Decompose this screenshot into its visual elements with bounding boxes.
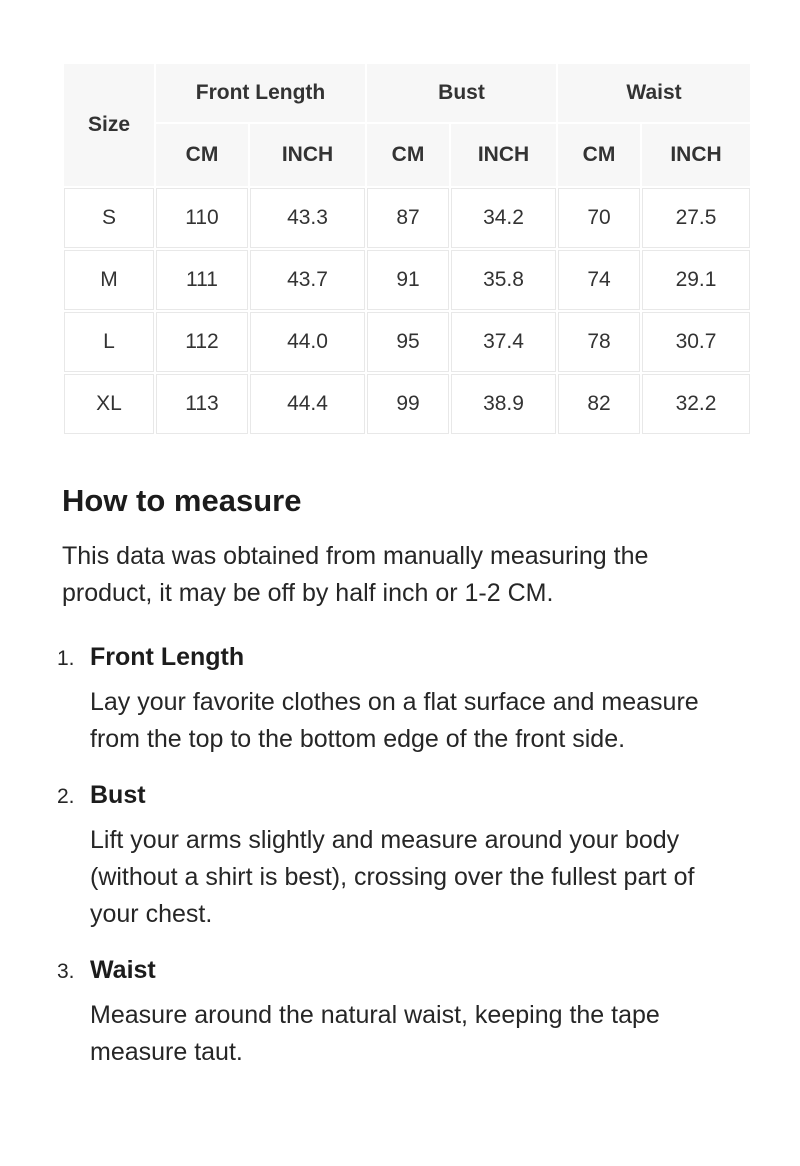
table-cell: 43.3 [250, 188, 365, 248]
list-item-description: Measure around the natural waist, keeping the tape measure taut. [90, 1001, 660, 1066]
size-chart-table [62, 62, 752, 436]
table-cell: 34.2 [451, 188, 556, 248]
table-row [64, 312, 750, 372]
table-header-unit-inch: INCH [451, 124, 556, 186]
table-cell: 82 [558, 374, 640, 434]
table-row [64, 374, 750, 434]
list-item-body [90, 780, 738, 933]
list-item-number: 2. [57, 785, 75, 808]
table-cell: 27.5 [642, 188, 750, 248]
table-cell: 44.0 [250, 312, 365, 372]
list-item-title: Waist [90, 956, 156, 984]
table-cell: 70 [558, 188, 640, 248]
table-cell: 37.4 [451, 312, 556, 372]
table-cell: 74 [558, 250, 640, 310]
table-cell: 99 [367, 374, 449, 434]
list-item-waist [57, 955, 738, 1071]
how-to-measure-title: How to measure [62, 483, 302, 518]
table-cell: 29.1 [642, 250, 750, 310]
table-header-unit-inch: INCH [250, 124, 365, 186]
table-header-group-bust: Bust [367, 64, 556, 122]
table-header-group-front-length: Front Length [156, 64, 365, 122]
table-cell: 78 [558, 312, 640, 372]
list-item-description: Lift your arms slightly and measure around your body (without a shirt is best), crossing over the fullest part of your chest. [90, 826, 695, 928]
table-cell: 30.7 [642, 312, 750, 372]
table-cell: 32.2 [642, 374, 750, 434]
table-header-unit-cm: CM [558, 124, 640, 186]
table-cell: 35.8 [451, 250, 556, 310]
table-cell-size: M [64, 250, 154, 310]
table-cell: 111 [156, 250, 248, 310]
table-cell: 38.9 [451, 374, 556, 434]
list-item-number: 1. [57, 647, 75, 670]
list-item-bust [57, 780, 738, 933]
table-header-group-waist: Waist [558, 64, 750, 122]
how-to-measure-intro: This data was obtained from manually measuring the product, it may be off by half inch or 1-2 CM. [62, 542, 649, 607]
list-item-number: 3. [57, 960, 75, 983]
table-cell: 112 [156, 312, 248, 372]
table-header-unit-cm: CM [156, 124, 248, 186]
list-item-title: Front Length [90, 643, 245, 671]
table-cell-size: XL [64, 374, 154, 434]
table-header-unit-cm: CM [367, 124, 449, 186]
list-item-description: Lay your favorite clothes on a flat surface and measure from the top to the bottom edge of the front side. [90, 688, 699, 753]
list-item-title: Bust [90, 781, 146, 809]
list-item-body [90, 642, 738, 758]
table-cell: 113 [156, 374, 248, 434]
table-row [64, 250, 750, 310]
table-cell: 110 [156, 188, 248, 248]
measure-steps-list [57, 642, 738, 1071]
table-cell: 91 [367, 250, 449, 310]
table-cell-size: L [64, 312, 154, 372]
list-item-front-length [57, 642, 738, 758]
table-row [64, 188, 750, 248]
table-header-size: Size [64, 64, 154, 186]
table-cell-size: S [64, 188, 154, 248]
table-cell: 43.7 [250, 250, 365, 310]
table-header-unit-inch: INCH [642, 124, 750, 186]
table-cell: 44.4 [250, 374, 365, 434]
table-cell: 87 [367, 188, 449, 248]
list-item-body [90, 955, 738, 1071]
table-cell: 95 [367, 312, 449, 372]
